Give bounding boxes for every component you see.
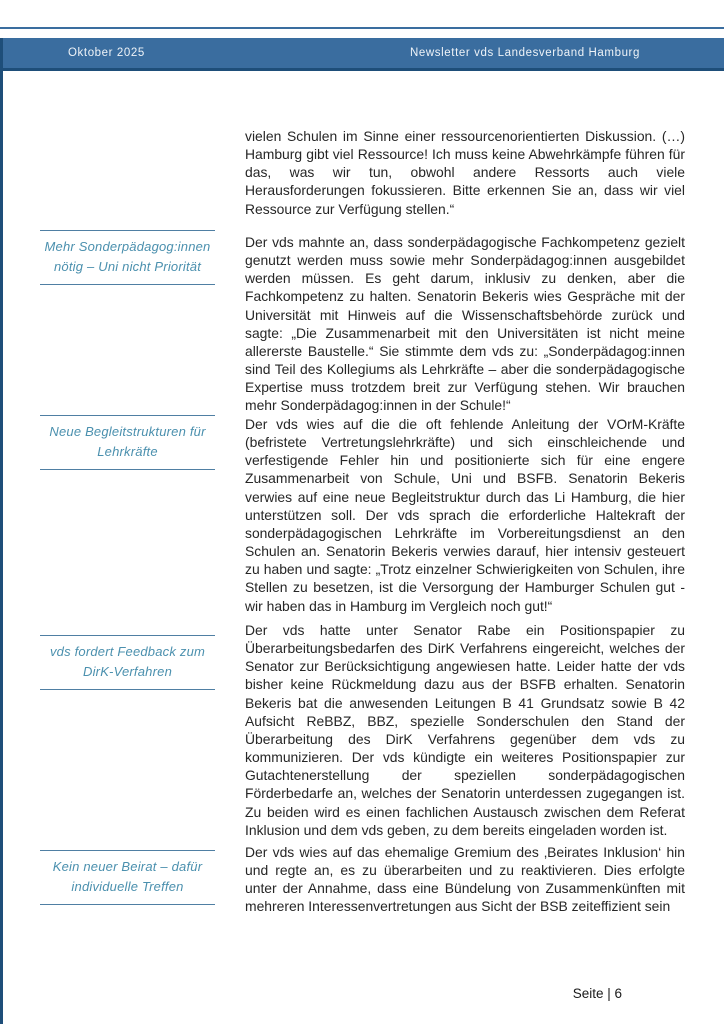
- body-paragraph: Der vds wies auf das ehemalige Gremium des ‚Beirates Inklusion‘ hin und regte an, es zu überarbeiten und zu reaktivieren. Dies erfolgte unter der Annahme, dass eine Bündelung von Zusammenkünften mit mehreren Interessenvertretungen aus Sicht der BSB zeiteffizient sein: [245, 844, 685, 915]
- header-bottom-rule: [0, 68, 724, 71]
- margin-note-sonderpaedagoginnen: [40, 230, 215, 285]
- margin-note-line: individuelle Treffen: [71, 878, 184, 894]
- margin-note-begleitstrukturen: [40, 415, 215, 470]
- margin-note-line: vds fordert Feedback zum: [49, 644, 206, 659]
- body-paragraph: vielen Schulen im Sinne einer ressourcenorientierten Diskussion. (…) Hamburg gibt viel Ressource! Ich muss keine Abwehrkämpfe führen für das, was wir tun, obwohl andere Ressorts auch viele Herausforderungen fokussieren. Bitte erkennen Sie an, dass wir viel Ressource zur Verfügung stellen.“: [245, 128, 685, 217]
- margin-note-beirat: [40, 850, 215, 905]
- header-band: [0, 38, 724, 68]
- header-title: Newsletter vds Landesverband Hamburg: [410, 47, 640, 59]
- body-paragraph: Der vds mahnte an, dass sonderpädagogische Fachkompetenz gezielt genutzt werden muss sowie mehr Sonderpädagog:innen ausgebildet werden müssen. Es geht darum, inklusiv zu denken, aber die Fachkompetenz zu halten. Senatorin Bekeris wies Gespräche mit der Universität mit Hinweis auf die Wissenschaftsbehörde zurück und sagte: „Die Zusammenarbeit mit den Universitäten ist nicht meine allererste Baustelle.“ Sie stimmte dem vds zu: „Sonderpädagog:innen sind Teil des Kollegiums als Lehrkräfte – aber die sonderpädagogische Expertise muss trotzdem breit zur Verfügung stehen. Wir brauchen mehr Sonderpädagog:innen in der Schule!“: [245, 234, 685, 414]
- margin-note-line: nötig – Uni nicht Priorität: [53, 258, 202, 274]
- body-paragraph: Der vds hatte unter Senator Rabe ein Positionspapier zu Überarbeitungsbedarfen des DirK Verfahrens eingereicht, welches der Senator zur Berücksichtigung angewiesen hatte. Leider hatte der vds bisher keine Rückmeldung dazu aus der BSFB erhalten. Senatorin Bekeris bat die anwesenden Leitungen B 41 Grundsatz sowie B 42 Aufsicht ReBBZ, BBZ, spezielle Sonderschulen den Stand der Überarbeitung des DirK Verfahrens gegenüber dem vds zu kommunizieren. Der vds kündigte ein weiteres Positionspapier zur Gutachtenerstellung der speziellen sonderpädagogischen Förderbedarfe an, welches der Senatorin unterdessen zugegangen ist. Zu beiden wird es einen fachlichen Austausch zwischen dem Referat Inklusion und dem vds geben, zu dem bereits eingeladen worden ist.: [245, 622, 685, 838]
- margin-note-line: Lehrkräfte: [97, 443, 158, 459]
- header-top-rule: [0, 27, 724, 29]
- margin-note-line: DirK-Verfahren: [82, 663, 172, 679]
- left-accent-stripe: [0, 38, 3, 1024]
- body-paragraph: Der vds wies auf die die oft fehlende Anleitung der VOrM-Kräfte (befristete Vertretungslehrkräfte) und sich einschleichende und verfestigende Fehler hin und positionierte sich für eine engere Zusammenarbeit von Schule, Uni und BSFB. Senatorin Bekeris verwies auf eine neue Begleitstruktur durch das Li Hamburg, die hier unterstützen soll. Der vds sprach die erforderliche Haltekraft der sonderpädagogischen Lehrkräfte im Vorbereitungsdienst an den Schulen an. Senatorin Bekeris verwies darauf, hier intensiv gesteuert zu haben und sagte: „Trotz einzelner Schwierigkeiten von Schulen, ihre Stellen zu besetzen, ist die Versorgung der Hamburger Schulen gut - wir haben das in Hamburg im Vergleich noch gut!“: [245, 416, 685, 614]
- margin-note-line: Kein neuer Beirat – dafür: [52, 859, 203, 874]
- margin-note-line: Mehr Sonderpädagog:innen: [44, 239, 211, 254]
- header-date: Oktober 2025: [68, 47, 145, 59]
- page-number: Seite | 6: [572, 986, 622, 1001]
- margin-note-dirk-feedback: [40, 635, 215, 690]
- margin-note-line: Neue Begleitstrukturen für: [49, 424, 206, 439]
